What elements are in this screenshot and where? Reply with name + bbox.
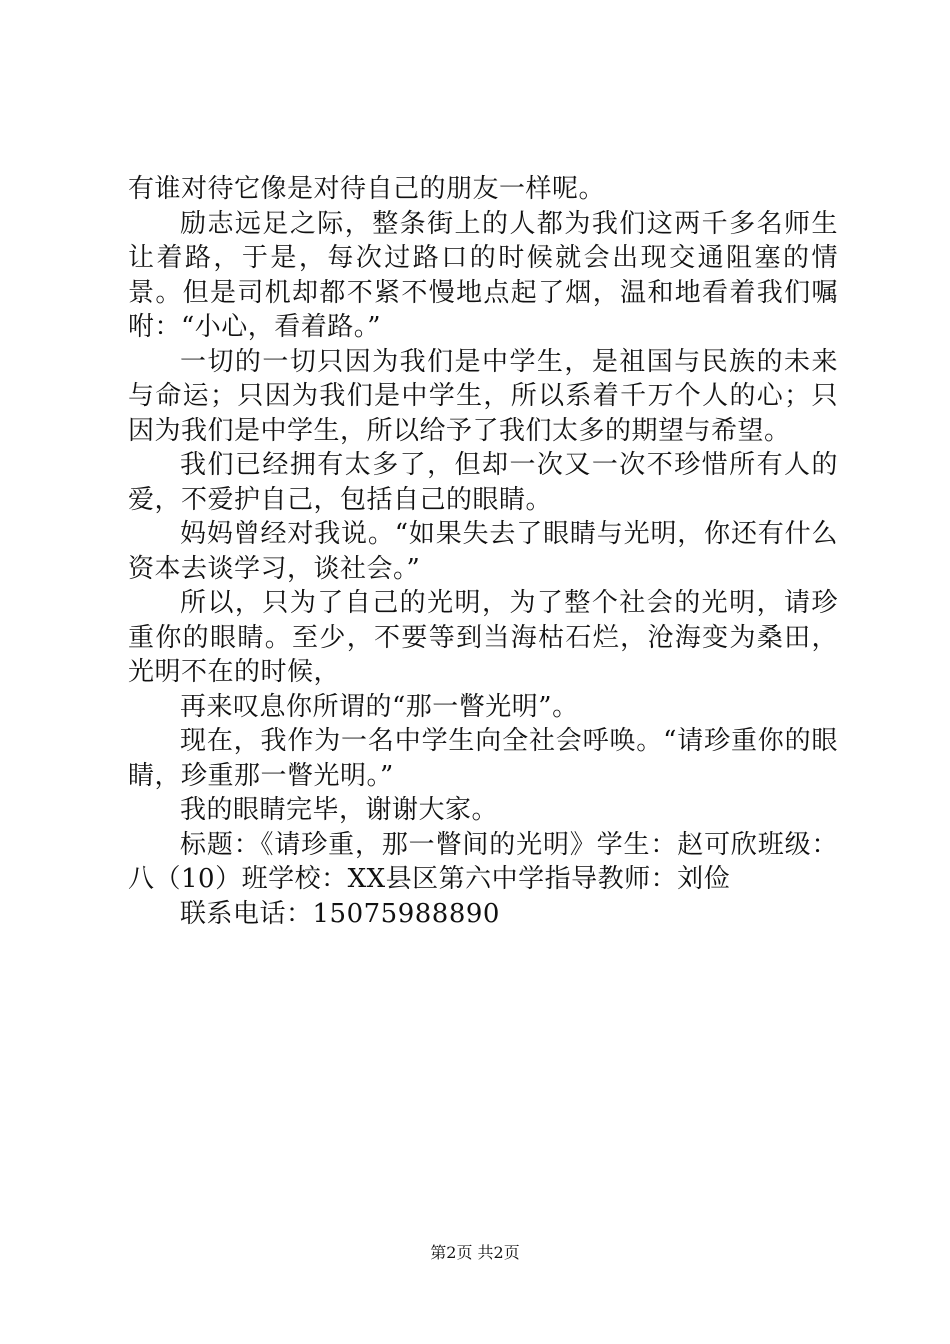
paragraph-2: 励志远足之际，整条街上的人都为我们这两千多名师生让着路，于是，每次过路口的时候就会出现交通阻塞的情景。但是司机却都不紧不慢地点起了烟，温和地看着我们嘱咐：“小心，看着路。” [128, 208, 838, 342]
paragraph-3: 一切的一切只因为我们是中学生，是祖国与民族的未来与命运；只因为我们是中学生，所以系着千万个人的心；只因为我们是中学生，所以给予了我们太多的期望与希望。 [128, 346, 838, 446]
paragraph-9: 我的眼睛完毕，谢谢大家。 [180, 795, 499, 825]
title-author-info: 标题：《请珍重，那一瞥间的光明》学生：赵可欣班级：八（10）班学校：XX县区第六中学指导教师：刘俭 [128, 829, 838, 894]
paragraph-7: 再来叹息你所谓的“那一瞥光明”。 [180, 691, 579, 722]
page-footer: 第2页 共2页 [430, 1243, 520, 1262]
paragraph-1: 有谁对待它像是对待自己的朋友一样呢。 [128, 174, 606, 204]
document-body [128, 172, 838, 931]
contact-phone: 联系电话：15075988890 [180, 898, 500, 929]
paragraph-8: 现在，我作为一名中学生向全社会呼唤。“请珍重你的眼睛，珍重那一瞥光明。” [128, 726, 838, 791]
paragraph-4: 我们已经拥有太多了，但却一次又一次不珍惜所有人的爱，不爱护自己，包括自己的眼睛。 [128, 450, 838, 515]
paragraph-5: 妈妈曾经对我说。“如果失去了眼睛与光明，你还有什么资本去谈学习，谈社会。” [128, 519, 838, 584]
paragraph-6: 所以，只为了自己的光明，为了整个社会的光明，请珍重你的眼睛。至少，不要等到当海枯石烂，沧海变为桑田，光明不在的时候， [128, 588, 838, 687]
